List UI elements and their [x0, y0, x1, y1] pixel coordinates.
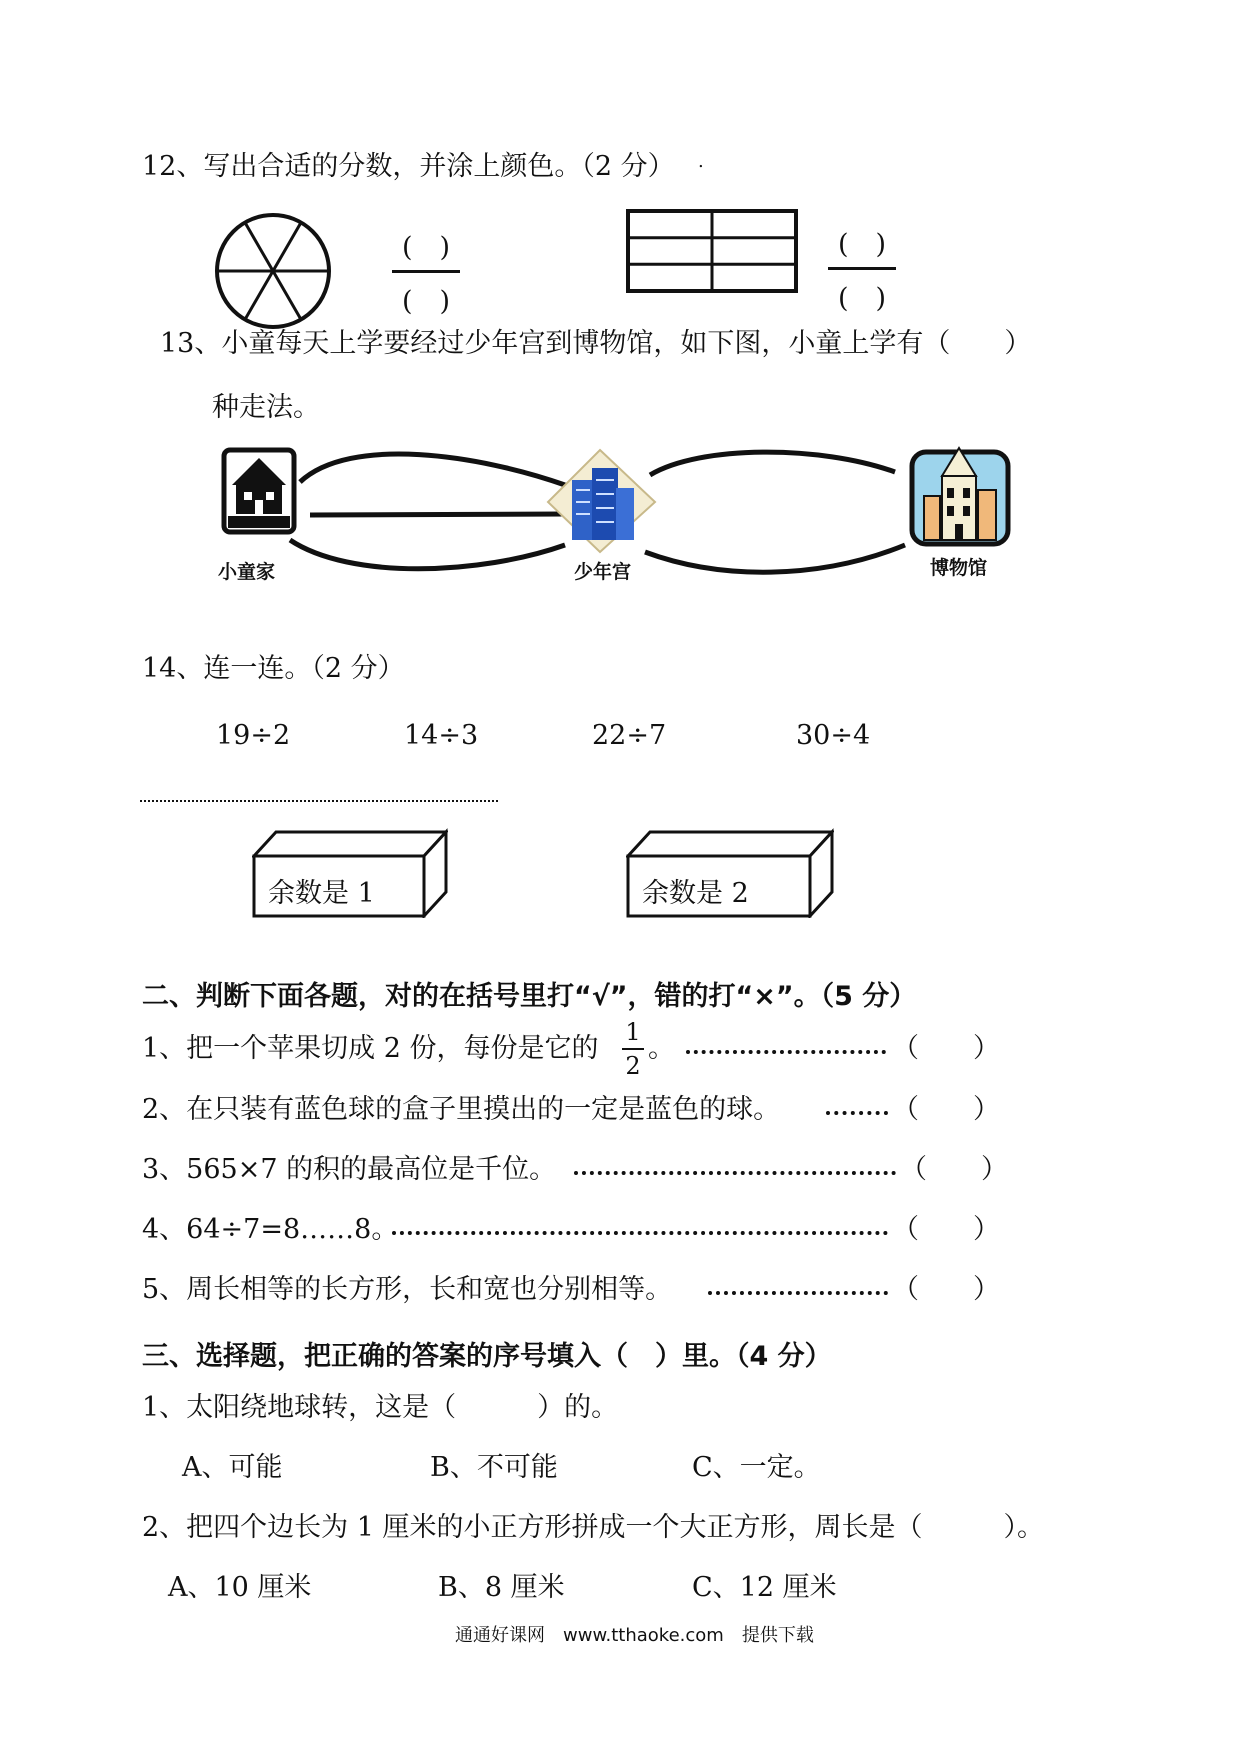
building-icon — [548, 450, 655, 552]
fraction-blank-1[interactable] — [392, 225, 460, 318]
leader-dots — [574, 1171, 896, 1175]
choice-option[interactable]: C、12 厘米 — [692, 1572, 837, 1603]
division-expr[interactable]: 30÷4 — [796, 720, 871, 751]
stray-mark: . — [698, 151, 704, 172]
choice-option[interactable]: A、10 厘米 — [168, 1572, 312, 1603]
place-label-palace: 少年宫 — [574, 561, 632, 583]
route-palace-museum-1 — [650, 452, 895, 475]
choice-option[interactable]: A、可能 — [182, 1452, 283, 1483]
rectangle-sixths-figure[interactable] — [626, 209, 798, 293]
division-expr[interactable]: 14÷3 — [404, 720, 479, 751]
answer-paren[interactable]: （ ） — [892, 1274, 1000, 1305]
museum-icon — [912, 448, 1008, 544]
denominator-blank[interactable]: ( ) — [401, 286, 451, 317]
numerator-blank[interactable]: ( ) — [837, 229, 887, 260]
q13-question-line2: 种走法。 — [212, 392, 320, 423]
leader-dots — [392, 1231, 888, 1235]
choice-question-1: 1、太阳绕地球转，这是（ ）的。 — [142, 1392, 619, 1423]
judge-item-5: 5、周长相等的长方形，长和宽也分别相等。 — [142, 1274, 673, 1305]
fraction-one-half — [622, 1018, 644, 1080]
answer-paren[interactable]: （ ） — [900, 1154, 1008, 1185]
house-icon — [224, 450, 294, 532]
q14-question: 14、连一连。（2 分） — [142, 653, 405, 684]
denominator: 2 — [625, 1052, 641, 1080]
division-expr[interactable]: 22÷7 — [592, 720, 667, 751]
section3-heading: 三、选择题，把正确的答案的序号填入（ ）里。（4 分） — [142, 1341, 832, 1372]
choice-option[interactable]: B、8 厘米 — [438, 1572, 565, 1603]
box-label: 余数是 2 — [642, 878, 749, 909]
section2-heading: 二、判断下面各题，对的在括号里打“√”，错的打“×”。（5 分） — [142, 981, 917, 1012]
place-label-museum: 博物馆 — [930, 557, 988, 579]
fraction-bar — [828, 267, 896, 270]
judge-item-text: 1、把一个苹果切成 2 份，每份是它的 — [142, 1033, 599, 1064]
judge-item-4: 4、64÷7=8……8。 — [142, 1214, 399, 1245]
numerator-blank[interactable]: ( ) — [401, 232, 451, 263]
route-home-palace-1 — [300, 454, 565, 485]
leader-dots — [708, 1291, 888, 1295]
division-expr[interactable]: 19÷2 — [216, 720, 291, 751]
remainder-box-1[interactable] — [252, 828, 448, 918]
choice-question-2: 2、把四个边长为 1 厘米的小正方形拼成一个大正方形，周长是（ ）。 — [142, 1512, 1045, 1543]
route-palace-museum-2 — [645, 545, 905, 572]
footer-credit: 通通好课网 www.tthaoke.com 提供下载 — [455, 1625, 814, 1646]
fraction-bar — [622, 1048, 644, 1050]
remainder-box-2[interactable] — [626, 828, 834, 918]
dotted-separator — [140, 800, 498, 802]
place-label-home: 小童家 — [218, 561, 276, 583]
choice-option[interactable]: B、不可能 — [430, 1452, 558, 1483]
numerator: 1 — [625, 1018, 641, 1046]
answer-paren[interactable]: （ ） — [892, 1033, 1000, 1064]
q12-question: 12、写出合适的分数，并涂上颜色。（2 分） — [142, 151, 675, 182]
route-home-palace-3 — [290, 540, 565, 569]
fraction-blank-2[interactable] — [828, 222, 896, 315]
box-label: 余数是 1 — [268, 878, 375, 909]
route-home-palace-2 — [310, 514, 565, 515]
fraction-bar — [392, 270, 460, 273]
judge-item-2: 2、在只装有蓝色球的盒子里摸出的一定是蓝色的球。 — [142, 1094, 781, 1125]
denominator-blank[interactable]: ( ) — [837, 283, 887, 314]
judge-item-1 — [142, 1035, 599, 1062]
choice-option[interactable]: C、一定。 — [692, 1452, 821, 1483]
leader-dots — [686, 1050, 886, 1054]
judge-item-3: 3、565×7 的积的最高位是千位。 — [142, 1154, 557, 1185]
judge-item-1-end: 。 — [648, 1033, 675, 1064]
answer-paren[interactable]: （ ） — [892, 1094, 1000, 1125]
answer-paren[interactable]: （ ） — [892, 1214, 1000, 1245]
leader-dots — [826, 1111, 888, 1115]
q13-question-line1: 13、小童每天上学要经过少年宫到博物馆，如下图，小童上学有（ ） — [160, 328, 1032, 359]
circle-sixths-figure[interactable] — [212, 210, 334, 332]
